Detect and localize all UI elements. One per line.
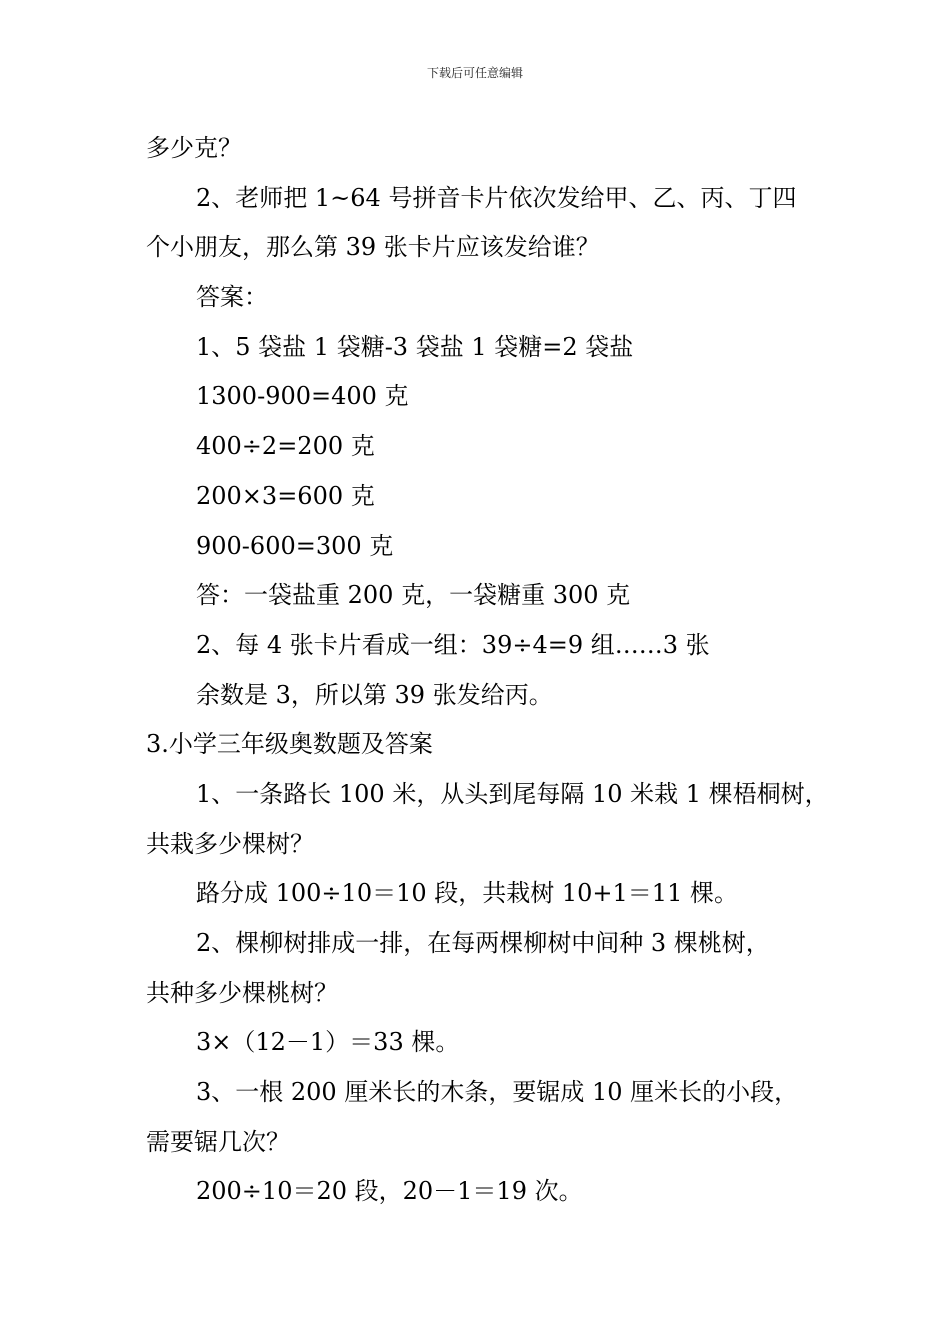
text-line: 共栽多少棵树？ <box>146 829 314 858</box>
text-line: 答：一袋盐重 200 克，一袋糖重 300 克 <box>196 581 631 610</box>
text-line: 1300-900=400 克 <box>196 382 409 411</box>
text-line: 3×（12－1）＝33 棵。 <box>196 1028 460 1057</box>
text-line: 1、5 袋盐 1 袋糖-3 袋盐 1 袋糖=2 袋盐 <box>196 332 634 361</box>
document-body <box>146 124 836 1217</box>
text-line: 个小朋友，那么第 39 张卡片应该发给谁？ <box>146 233 600 262</box>
text-line: 900-600=300 克 <box>196 531 394 560</box>
text-line: 1、一条路长 100 米，从头到尾每隔 10 米栽 1 棵梧桐树， <box>196 779 829 808</box>
text-line: 400÷2=200 克 <box>196 432 375 461</box>
text-line: 需要锯几次？ <box>146 1127 290 1156</box>
text-line: 多少克？ <box>146 134 242 162</box>
text-line: 2、每 4 张卡片看成一组：39÷4=9 组……3 张 <box>196 630 710 659</box>
text-line: 2、棵柳树排成一排，在每两棵柳树中间种 3 棵桃树， <box>196 929 770 957</box>
text-line: 答案： <box>196 283 268 312</box>
text-line: 路分成 100÷10＝10 段，共栽树 10+1＝11 棵。 <box>196 879 738 908</box>
text-line: 200×3=600 克 <box>196 481 375 510</box>
section-heading: 3.小学三年级奥数题及答案 <box>146 730 433 759</box>
text-line: 3、一根 200 厘米长的木条，要锯成 10 厘米长的小段， <box>196 1078 799 1107</box>
text-line: 余数是 3，所以第 39 张发给丙。 <box>196 680 553 709</box>
page-header: 下载后可任意编辑 <box>426 66 523 80</box>
text-line: 2、老师把 1~64 号拼音卡片依次发给甲、乙、丙、丁四 <box>196 183 797 212</box>
text-line: 共种多少棵桃树？ <box>146 978 338 1007</box>
text-line: 200÷10＝20 段，20－1＝19 次。 <box>196 1177 583 1206</box>
